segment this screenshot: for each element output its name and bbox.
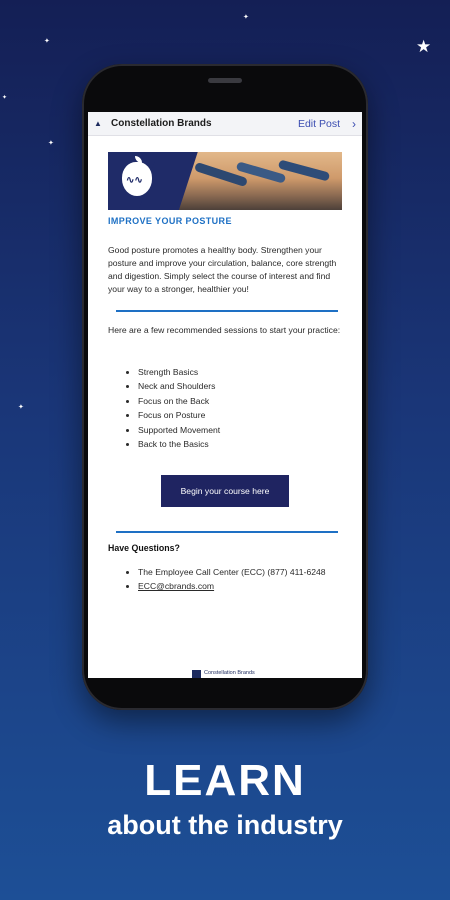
contacts-list	[108, 565, 350, 593]
brand-logo-icon	[192, 670, 201, 678]
email-link[interactable]: ECC@cbrands.com	[138, 581, 215, 592]
list-item: • Supported Movement	[138, 423, 362, 437]
post-content	[88, 152, 362, 593]
list-item: • Neck and Shoulders	[138, 379, 362, 393]
divider	[116, 310, 338, 312]
star-icon: ✦	[44, 38, 50, 45]
list-item: • The Employee Call Center (ECC) (877) 411-6248	[138, 565, 350, 579]
list-item: • Back to the Basics	[138, 437, 362, 451]
brand-logo-icon: ▲	[94, 119, 102, 128]
edit-post-button[interactable]: Edit Post	[297, 117, 340, 130]
list-item: • Strength Basics	[138, 365, 362, 379]
chevron-right-icon[interactable]: ›	[352, 116, 356, 131]
sessions-intro: Here are a few recommended sessions to start your practice:	[108, 325, 341, 335]
star-icon: ✦	[2, 95, 8, 101]
workout-photo	[170, 152, 342, 210]
sessions-list	[108, 365, 362, 451]
questions-heading: Have Questions?	[108, 543, 180, 554]
divider	[116, 531, 338, 533]
footer-logo	[192, 670, 255, 678]
footer-logo-text: Constellation Brands	[204, 670, 255, 676]
post-title: IMPROVE YOUR POSTURE	[108, 216, 232, 226]
star-icon: ✦	[48, 140, 54, 147]
list-item: • Focus on Posture	[138, 408, 362, 422]
begin-course-button[interactable]: Begin your course here	[161, 475, 289, 507]
hero-banner	[108, 152, 342, 210]
phone-screen	[88, 112, 362, 678]
star-icon: ✦	[243, 14, 249, 21]
promo-headline: LEARN	[144, 756, 306, 805]
apple-heartbeat-icon: ∿∿	[122, 162, 152, 196]
promo-subline: about the industry	[107, 810, 343, 840]
phone-frame	[82, 64, 368, 710]
post-body: Good posture promotes a healthy body. Strengthen your posture and improve your circulation, balance, core strength and digestion. Simply select the course of interest and find your way to a stronger, healthier you!	[108, 245, 337, 294]
list-item: • Focus on the Back	[138, 394, 362, 408]
star-icon: ★	[416, 37, 432, 56]
brand-name: Constellation Brands	[111, 118, 212, 129]
list-item	[138, 579, 350, 593]
star-icon: ✦	[18, 404, 24, 411]
app-top-bar	[88, 112, 362, 136]
phone-speaker	[208, 78, 242, 83]
